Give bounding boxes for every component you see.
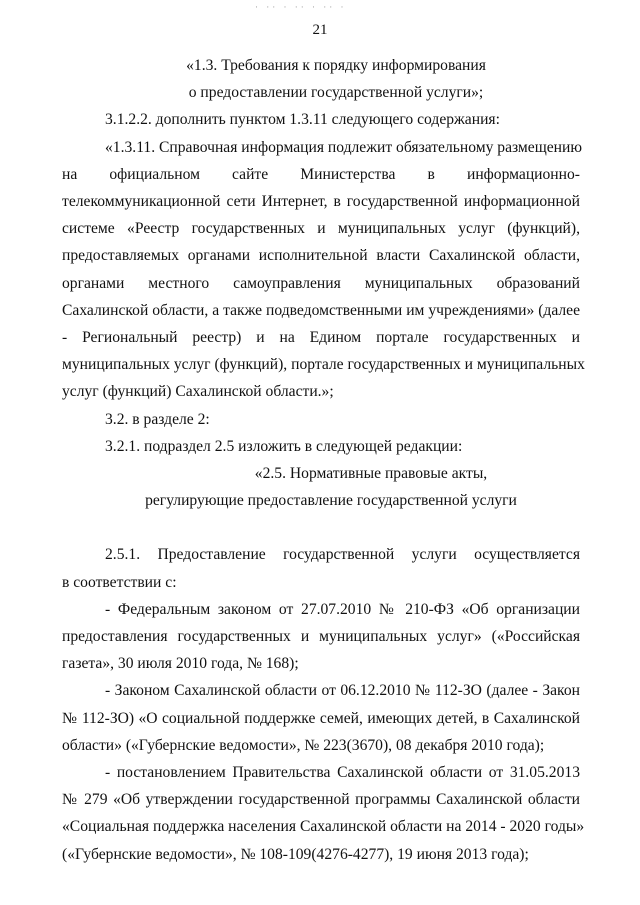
text-line: телекоммуникационной сети Интернет, в государственной информационной [62,193,580,211]
text-line: - Федеральным законом от 27.07.2010 № 210-ФЗ «Об организации [105,600,580,618]
text-line: «Социальная поддержка населения Сахалинской области на 2014 - 2020 годы» [62,818,585,836]
text-line: области» («Губернские ведомости», № 223(3670), 08 декабря 2010 года); [62,736,545,754]
text-line: системе «Реестр государственных и муниципальных услуг (функций), [62,220,580,238]
subsection-heading-line: регулирующие предоставление государственной услуги [145,492,517,510]
text-line: 2.5.1. Предоставление государственной услуги осуществляется [105,546,580,564]
text-line: № 279 «Об утверждении государственной программы Сахалинской области [62,791,580,809]
text-line: органами местного самоуправления муниципальных образований [62,274,580,292]
text-line: Сахалинской области, а также подведомственными им учреждениями» (далее [62,301,580,319]
section-heading-line: о предоставлении государственной услуги»; [188,84,484,102]
blank-line [62,514,580,541]
text-line: в соответствии с: [62,573,177,591]
document-body [62,52,585,868]
text-line: муниципальных услуг (функций), портале государственных и муниципальных [62,356,585,374]
text-line: 3.2. в разделе 2: [105,410,210,428]
text-line: 3.2.1. подраздел 2.5 изложить в следующей редакции: [105,437,463,455]
page-number: 21 [312,22,328,38]
text-line: - Региональный реестр) и на Едином портале государственных и [62,329,580,347]
text-line: предоставления государственных и муниципальных услуг» («Российская [62,628,580,646]
section-heading-line: «1.3. Требования к порядку информирования [186,57,486,74]
text-line: «1.3.11. Справочная информация подлежит обязательному размещению [105,138,582,156]
text-line: № 112-ЗО) «О социальной поддержке семей, имеющих детей, в Сахалинской [62,709,580,727]
text-line: - постановлением Правительства Сахалинской области от 31.05.2013 [105,764,580,782]
scan-artifact: · ·· · ·· · ·· · [255,2,347,12]
text-line: предоставляемых органами исполнительной власти Сахалинской области, [62,247,580,265]
text-line: («Губернские ведомости», № 108-109(4276-4277), 19 июня 2013 года); [62,845,529,863]
text-line: 3.1.2.2. дополнить пунктом 1.3.11 следующего содержания: [105,111,500,129]
text-line: на официальном сайте Министерства в информационно- [62,165,580,183]
text-line: газета», 30 июля 2010 года, № 168); [62,655,299,673]
text-line: услуг (функций) Сахалинской области.»; [62,383,334,401]
text-line: - Законом Сахалинской области от 06.12.2010 № 112-ЗО (далее - Закон [105,682,580,700]
subsection-heading-line: «2.5. Нормативные правовые акты, [254,465,488,483]
